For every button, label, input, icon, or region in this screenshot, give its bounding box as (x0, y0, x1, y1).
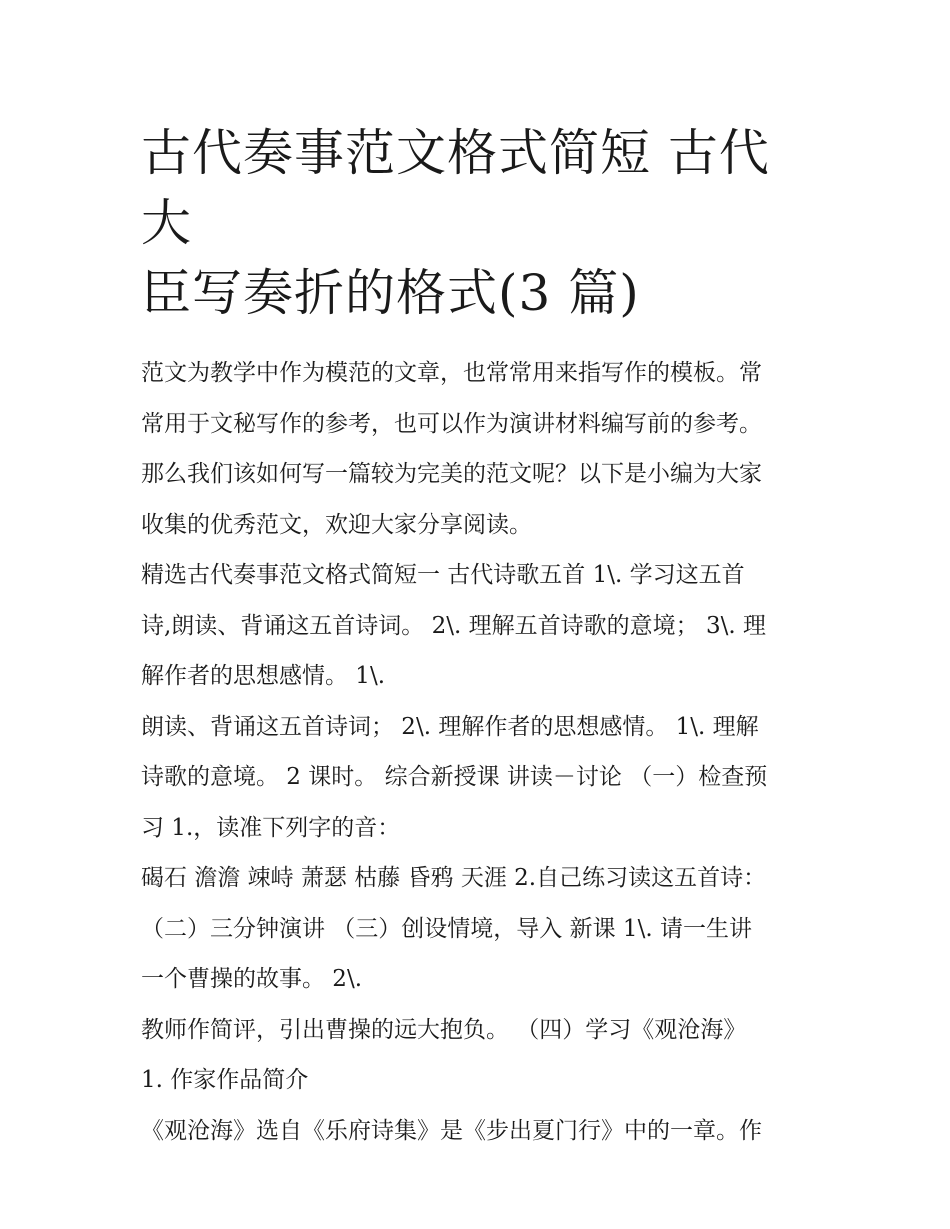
text-line: 收集的优秀范文，欢迎大家分享阅读。 (141, 511, 532, 538)
title-line: 臣写奏折的格式(3 篇) (141, 264, 640, 322)
text-line: 习 1.，读准下列字的音： (141, 814, 401, 841)
text-line: （二）三分钟演讲 （三）创设情境，导入 新课 1\. 请一生讲 (141, 915, 752, 942)
paragraph-work-intro (141, 1106, 816, 1157)
text-line: 碣石 澹澹 竦峙 萧瑟 枯藤 昏鸦 天涯 2.自己练习读这五首诗： (141, 865, 767, 891)
text-line: 常用于文秘写作的参考，也可以作为演讲材料编写前的参考。 (141, 410, 762, 437)
document-title (141, 118, 816, 328)
paragraph-teacher (141, 1005, 816, 1106)
text-line: 1. 作家作品简介 (141, 1067, 309, 1093)
title-line: 古代奏事范文格式简短 古代大 (141, 124, 770, 252)
text-line: 那么我们该如何写一篇较为完美的范文呢？以下是小编为大家 (141, 461, 762, 487)
text-line: 范文为教学中作为模范的文章，也常常用来指写作的模板。常 (141, 360, 762, 386)
paragraph-intro (141, 348, 816, 550)
text-line: 一个曹操的故事。 2\. (141, 966, 363, 992)
paragraph-focus (141, 702, 816, 854)
text-line: 诗,朗读、背诵这五首诗词。 2\. 理解五首诗歌的意境； 3\. 理 (141, 612, 766, 639)
text-line: 朗读、背诵这五首诗词； 2\. 理解作者的思想感情。 1\. 理解 (141, 713, 759, 740)
text-line: 精选古代奏事范文格式简短一 古代诗歌五首 1\. 学习这五首 (141, 562, 745, 588)
paragraph-pronunciation (141, 853, 816, 1005)
text-line: 解作者的思想感情。 1\. (141, 663, 386, 689)
paragraph-objectives (141, 550, 816, 702)
document-page (141, 118, 816, 1156)
text-line: 《观沧海》选自《乐府诗集》是《步出夏门行》中的一章。作 (141, 1117, 762, 1144)
text-line: 诗歌的意境。 2 课时。 综合新授课 讲读－讨论 （一）检查预 (141, 764, 768, 790)
text-line: 教师作简评，引出曹操的远大抱负。 （四）学习《观沧海》 (141, 1016, 747, 1043)
